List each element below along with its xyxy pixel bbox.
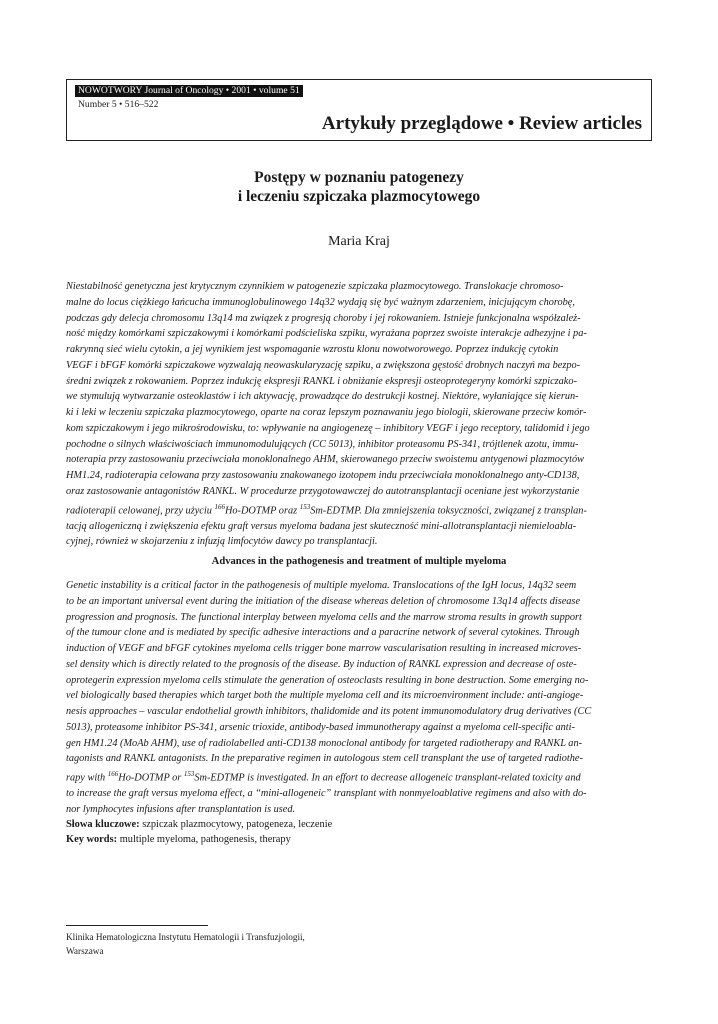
text-run: Sm-EDTMP. Dla zmniejszenia toksyczności, związanej z transplan- <box>310 504 587 516</box>
abstract-line: oprotegerin expression myeloma cells stimulate the generation of osteoclasts resulting in bone destruction. Some emerging no- <box>66 674 589 686</box>
abstract-line: nesis approaches – vascular endothelial growth inhibitors, thalidomide and its potent immunomodulatory drug derivatives (CC <box>66 706 592 717</box>
abstract-line: podczas gdy delecja chromosomu 13q14 ma związek z progresją choroby i jej rokowaniem. Istnieje funkcjonalna współzależ- <box>66 312 581 324</box>
keywords-block <box>66 817 332 847</box>
abstract-line: we stymulują wytwarzanie osteoklastów i ich aktywację, prowadzące do destrukcji kostnej. Niektóre, wyłaniające się kierun- <box>66 391 579 403</box>
abstract-line: noterapia przy zastosowaniu przeciwciała monoklonalnego AHM, skierowanego przeciw swoistemu antygenowi plazmocytów <box>66 454 584 466</box>
keywords-english <box>66 832 332 847</box>
abstract-line <box>66 767 652 786</box>
title-line: i leczeniu szpiczaka plazmocytowego <box>237 188 481 205</box>
abstract-line: Genetic instability is a critical factor in the pathogenesis of multiple myeloma. Translocations of the IgH locus, 14q32 seem <box>66 580 577 591</box>
text-run: Ho-DOTMP oraz <box>224 504 300 516</box>
abstract-line <box>66 500 652 519</box>
abstract-line: tacją allogeniczną i zwiększenia efektu graft versus myeloma badana jest skuteczność mini-allotransplantacji niemieloabla- <box>66 520 577 532</box>
abstract-line: ki i leki w leczeniu szpiczaka plazmocytowego, oparte na coraz lepszym poznawaniu jego biologii, skierowane przeciw komór- <box>66 407 587 418</box>
text-run: radioterapii celowanej, przy użyciu <box>66 504 215 516</box>
article-title <box>0 168 718 206</box>
journal-banner: NOWOTWORY Journal of Oncology • 2001 • volume 51 <box>75 85 303 97</box>
abstract-line: 5013), proteasome inhibitor PS-341, arsenic trioxide, antibody-based immunotherapy against a myeloma cell-specific anti- <box>66 721 575 733</box>
abstract-line: Niestabilność genetyczna jest krytycznym czynnikiem w patogenezie szpiczaka plazmocytowego. Translokacje chromoso- <box>66 281 564 292</box>
keywords-label: Key words: <box>66 834 118 845</box>
abstract-line: kom szpiczakowym i jego mikrośrodowisku, to: wpływanie na angiogenezę – inhibitory VEGF i jego receptory, talidomid i jego <box>66 422 590 434</box>
text-run: Sm-EDTMP is investigated. In an effort to decrease allogeneic transplant-related toxicity and <box>194 772 581 784</box>
affiliation-footnote <box>66 930 305 958</box>
section-heading: Artykuły przeglądowe • Review articles <box>321 113 642 134</box>
issue-info: Number 5 • 516–522 <box>78 99 159 110</box>
isotope-mass: 166 <box>214 502 225 511</box>
abstract-english <box>66 578 652 818</box>
abstract-line: malne do locus ciężkiego łańcucha immunoglobulinowego 14q32 wydają się być ważnym zdarzeniem, inicjującym chorobę, <box>66 296 575 308</box>
abstract-line: vel biologically based therapies which target both the multiple myeloma cell and its microenvironment include: anti-angioge- <box>66 690 584 702</box>
abstract-line: rakrynną sieć wielu cytokin, a jej wynikiem jest wspomaganie wzrostu klonu nowotworowego. Poprzez indukcję cytokin <box>66 344 559 355</box>
isotope-mass: 153 <box>299 502 311 511</box>
keywords-label: Słowa kluczowe: <box>66 819 140 830</box>
abstract-line: gen HM1.24 (MoAb AHM), use of radiolabelled anti-CD138 monoclonal antibody for targeted radiotherapy and RANKL an- <box>66 737 583 749</box>
abstract-line: nor lymphocytes infusions after transplantation is used. <box>66 803 296 815</box>
abstract-polish <box>66 279 652 550</box>
abstract-line: of the tumour clone and is mediated by specific adhesive interactions and a paracrine network of several cytokines. Through <box>66 627 580 639</box>
abstract-line: HM1.24, radioterapia celowana przy zastosowaniu znakowanego izotopem indu przeciwciała monoklonalnego anty-CD138, <box>66 470 580 481</box>
text-run: rapy with <box>66 772 108 784</box>
abstract-line: to increase the graft versus myeloma effect, a “mini-allogeneic” transplant with nonmyeloablative regimens and also with do- <box>66 788 587 800</box>
abstract-line: VEGF i bFGF komórki szpiczakowe wyzwalają neowaskularyzację szpiku, a zwiększona gęstość drobnych naczyń ma bezpo- <box>66 359 581 371</box>
abstract-line: ność między komórkami szpiczakowymi i komórkami podścieliska szpiku, wyrażana poprzez swoiste interakcje adhezyjne i pa- <box>66 328 587 340</box>
abstract-line: sel density which is directly related to the prognosis of the disease. By induction of RANKL expression and decrease of oste- <box>66 658 577 670</box>
abstract-line: induction of VEGF and bFGF cytokines myeloma cells trigger bone marrow vascularisation resulting in increased microves- <box>66 643 582 654</box>
abstract-line: to be an important universal event during the initiation of the disease whereas deletion of chromosome 13q14 affects disease <box>66 595 581 607</box>
isotope-mass: 153 <box>183 770 195 778</box>
affiliation-line: Klinika Hematologiczna Instytutu Hematologii i Transfuzjologii, <box>66 932 305 942</box>
isotope-mass: 166 <box>107 770 119 778</box>
journal-header-box <box>66 79 652 141</box>
text-run: Ho-DOTMP or <box>118 772 184 784</box>
keywords-value: szpiczak plazmocytowy, patogeneza, leczenie <box>139 819 333 830</box>
footnote-divider <box>66 925 208 926</box>
affiliation-line: Warszawa <box>66 946 104 956</box>
abstract-line: średni związek z rokowaniem. Poprzez indukcję ekspresji RANKL i obniżanie ekspresji osteoprotegeryny komórki szpiczako- <box>66 375 577 387</box>
abstract-line: cyjnej, również w skojarzeniu z infuzją limfocytów dawcy po transplantacji. <box>66 536 378 548</box>
title-line: Postępy w poznaniu patogenezy <box>254 169 464 186</box>
abstract-line: oraz zastosowanie antagonistów RANKL. W procedurze przygotowawczej do autotransplantacji oceniane jest wykorzystanie <box>66 485 580 497</box>
keywords-value: multiple myeloma, pathogenesis, therapy <box>117 834 291 845</box>
abstract-line: pochodne o silnych właściwościach immunomodulujących (CC 5013), inhibitor proteasomu PS-341, trójtlenek azotu, immu- <box>66 438 579 450</box>
abstract-line: tagonists and RANKL antagonists. In the preparative regimen in autologous stem cell transplant the use of targeted radiothe- <box>66 753 583 765</box>
abstract-line: progression and prognosis. The functional interplay between myeloma cells and the marrow stroma results in growth support <box>66 611 582 623</box>
english-title: Advances in the pathogenesis and treatment of multiple myeloma <box>211 556 507 567</box>
author-name: Maria Kraj <box>328 234 390 249</box>
keywords-polish <box>66 817 332 832</box>
